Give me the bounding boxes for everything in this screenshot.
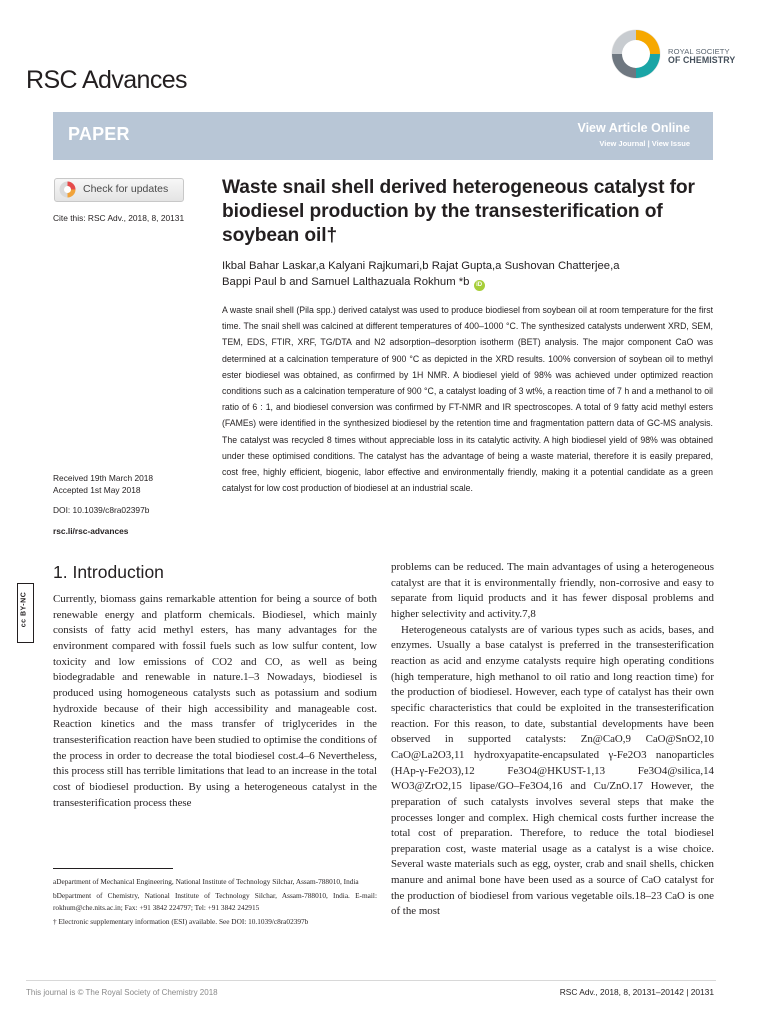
footnote-divider (53, 868, 173, 869)
article-dates (53, 472, 153, 496)
section-heading-introduction: 1. Introduction (53, 562, 164, 582)
journal-name: RSC Advances (26, 66, 187, 94)
authors-line-1: Ikbal Bahar Laskar,a Kalyani Rajkumari,b Rajat Gupta,a Sushovan Chatterjee,a (222, 260, 620, 272)
footnote-affiliation-a: aDepartment of Mechanical Engineering, National Institute of Technology Silchar, Assam-788010, India (53, 877, 359, 886)
footer-citation: RSC Adv., 2018, 8, 20131–20142 | 20131 (559, 987, 714, 997)
check-for-updates-label: Check for updates (83, 183, 169, 195)
journal-link[interactable]: rsc.li/rsc-advances (53, 526, 129, 536)
intro-paragraph-2: Heterogeneous catalysts are of various types such as acids, bases, and enzymes. Usually a base catalyst is preferred in the transesterification reaction as acid and enzyme catalysts require high operating conditions (high temperature, high methanol to oil ratio and long reaction time) for the production of biodiesel. However, each type of catalyst has their own specific characteristics that could be exploited in the transesterification reaction. For this reason, to date, substantial developments have been observed in supported catalysts: Zn@CaO,9 CaO@SnO2,10 CaO@La2O3,11 hydroxyapatite-encapsulated γ-Fe2O3 nanoparticles (HAp-γ-Fe2O3),12 Fe3O4@HKUST-1,13 Fe3O4@silica,14 WO3@ZrO2,15 lipase/GO–Fe3O4,16 and Cu/ZnO.17 However, the preparation of such catalysts involves several steps that make the processes longer and complex. High chemical costs further increase the total cost of preparation. Therefore, to reduce the total biodiesel preparation cost, waste material usage as a catalyst is a wise choice. Several waste materials such as egg, oyster, crab and snail shells, chicken manure and animal bone have been used as a source of CaO catalyst for the production of biodiesel from various vegetable oils.18–23 CaO is one of the most (391, 623, 714, 918)
cc-license-label: cc BY-NC (20, 591, 28, 628)
accepted-date: Accepted 1st May 2018 (53, 485, 141, 495)
footnote-affiliation-b: bDepartment of Chemistry, National Institute of Technology Silchar, Assam-788010, India. E-mail: rokhum@che.nits.ac.in; Fax: +91 3842 224797; Tel: +91 3842 242915 (53, 891, 377, 912)
article-title: Waste snail shell derived heterogeneous catalyst for biodiesel production by the transesterification of soybean oil† (222, 177, 695, 246)
intro-left-column (53, 592, 377, 811)
received-date: Received 19th March 2018 (53, 473, 154, 483)
footer-divider (26, 980, 716, 981)
intro-paragraph-1-cont: problems can be reduced. The main advantages of using a heterogeneous catalyst are that it is environmentally friendly, non-corrosive and easy to separate from liquid products and it has fewer disposal problems and higher selectivity and activity.7,8 (391, 561, 714, 620)
doi[interactable]: DOI: 10.1039/c8ra02397b (53, 505, 150, 515)
footnote-esi: † Electronic supplementary information (ESI) available. See DOI: 10.1039/c8ra02397b (53, 917, 309, 926)
rsc-logo-line2: OF CHEMISTRY (668, 55, 736, 65)
view-article-online-link[interactable]: View Article Online (577, 121, 690, 135)
orcid-icon[interactable]: iD (474, 280, 485, 291)
authors-line-2: Bappi Paul b and Samuel Lalthazuala Rokhum *b iD (222, 274, 722, 291)
abstract: A waste snail shell (Pila spp.) derived catalyst was used to produce biodiesel from soybean oil at room temperature for the first time. The snail shell was calcined at different temperatures of 400–1000 °C. The synthesized catalysts underwent XRD, SEM, TEM, EDS, FTIR, XRF, TG/DTA and N2 adsorption–desorption isotherm (BET) analysis. The major component CaO was determined at a calcination temperature of 900 °C as depicted in the XRD results. 100% conversion of soybean oil to methyl ester biodiesel was obtained, as confirmed by 1H NMR. A biodiesel yield of 98% was achieved under optimized reaction conditions such as a calcination temperature of 900 °C, a catalyst loading of 3 wt%, a reaction time of 7 h and a methanol to oil ratio of 6 : 1, and biodiesel conversion was confirmed by FT-NMR and IR spectroscopes. A total of 9 fatty acid methyl esters (FAMEs) were identified in the synthesized biodiesel by the retention time and fragmentation pattern data of GC-MS analysis. The catalyst was recycled 8 times without appreciable loss in its catalytic activity. A high biodiesel yield of 98% was obtained under these optimised conditions. The catalyst has the advantage of being a waste material, therefore it is easily prepared, cost free, highly efficient, biogenic, labor effective and environmentally friendly, making it a potential candidate as a green catalyst for low cost production of biodiesel at an industrial scale. (222, 305, 713, 494)
footnotes (53, 876, 377, 930)
article-type-banner (53, 112, 713, 160)
intro-right-column (391, 560, 714, 920)
footer-copyright: This journal is © The Royal Society of Chemistry 2018 (26, 988, 218, 997)
intro-paragraph-1: Currently, biomass gains remarkable attention for being a source of both renewable energy and platform chemicals. Biodiesel, which mainly consists of fatty acid methyl esters, has many advantages for the environment compared with fossil fuels such as low sulfur content, low toxicity and low emissions of CO2 and CO, as well as being biodegradable and renewable in nature.1–3 Nowadays, biodiesel is produced using homogeneous catalysts such as potassium and sodium hydroxide because of their high accessibility and manageable cost. Reaction kinetics and the mass transfer of triglycerides in the transesterification reaction have been studied to optimise the conditions of the process in order to decrease the total biodiesel cost.4–6 Nevertheless, this process still has terrible limitations that lead to an increase in the total cost of biodiesel production. By using a heterogeneous catalyst in the transesterification process these (53, 593, 377, 809)
article-type-label: PAPER (68, 124, 130, 144)
check-updates-icon (59, 181, 76, 198)
author-list (222, 258, 722, 291)
rsc-logo-line1: ROYAL SOCIETY (668, 47, 730, 56)
rsc-logo-text (668, 47, 735, 65)
view-journal-issue-links[interactable]: View Journal | View Issue (599, 139, 690, 148)
cite-this: Cite this: RSC Adv., 2018, 8, 20131 (53, 213, 185, 223)
